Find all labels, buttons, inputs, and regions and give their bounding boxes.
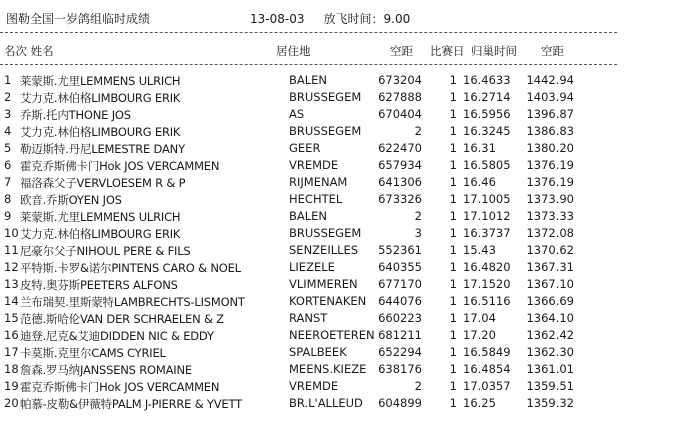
row-time: 16.4820 [463, 260, 511, 274]
row-count: 1 [449, 107, 457, 121]
row-count: 1 [449, 362, 457, 376]
row-rank: 13 [4, 277, 19, 291]
row-location: HECHTEL [289, 192, 343, 206]
row-rank: 16 [4, 328, 19, 342]
row-speed: 1370.62 [526, 243, 574, 257]
row-location: VREMDE [289, 158, 339, 172]
row-location: BR.L'ALLEUD [289, 396, 363, 410]
row-time: 15.43 [463, 243, 496, 257]
row-time: 16.4854 [463, 362, 511, 376]
row-distance: 673326 [378, 192, 422, 206]
row-name: 詹森.罗马纳JANSSENS ROMAINE [20, 363, 192, 377]
row-name: 莱蒙斯.尤里LEMMENS ULRICH [20, 74, 181, 88]
row-name: 勒迈斯特.丹尼LEMESTRE DANY [20, 142, 185, 156]
row-count: 1 [449, 328, 457, 342]
row-time: 17.1012 [463, 209, 511, 223]
row-speed: 1364.10 [526, 311, 574, 325]
row-location: BRUSSEGEM [289, 226, 362, 240]
table-row [0, 277, 700, 294]
row-rank: 7 [4, 175, 12, 189]
row-location: SPALBEEK [289, 345, 347, 359]
table-row [0, 90, 700, 107]
row-name: 迪登.尼克&艾迪DIDDEN NIC & EDDY [20, 329, 214, 343]
row-distance: 657934 [378, 158, 422, 172]
row-location: GEER [289, 141, 321, 155]
row-distance: 652294 [378, 345, 422, 359]
row-rank: 14 [4, 294, 19, 308]
row-time: 17.0357 [463, 379, 511, 393]
release-time: 放飞时间：9.00 [323, 12, 411, 26]
row-distance: 677170 [378, 277, 422, 291]
table-row [0, 209, 700, 226]
row-distance: 627888 [378, 90, 422, 104]
row-distance: 670404 [378, 107, 422, 121]
row-speed: 1442.94 [526, 73, 574, 87]
row-speed: 1359.32 [526, 396, 574, 410]
row-name: 尼豪尔父子NIHOUL PERE & FILS [20, 244, 191, 258]
row-time: 16.5805 [463, 158, 511, 172]
row-distance: 640355 [378, 260, 422, 274]
row-rank: 20 [4, 396, 19, 410]
row-speed: 1362.30 [526, 345, 574, 359]
row-rank: 17 [4, 345, 19, 359]
row-speed: 1373.33 [526, 209, 574, 223]
row-speed: 1359.51 [526, 379, 574, 393]
row-speed: 1386.83 [526, 124, 574, 138]
row-count: 1 [449, 277, 457, 291]
row-count: 1 [449, 379, 457, 393]
table-row [0, 328, 700, 345]
table-row [0, 362, 700, 379]
row-rank: 1 [4, 73, 12, 87]
row-count: 1 [449, 141, 457, 155]
row-count: 1 [449, 345, 457, 359]
row-count: 1 [449, 243, 457, 257]
row-location: BRUSSEGEM [289, 124, 362, 138]
row-time: 16.25 [463, 396, 496, 410]
header-time: 归巢时间 [471, 44, 517, 58]
row-count: 1 [449, 90, 457, 104]
row-count: 1 [449, 209, 457, 223]
row-name: 范德.斯哈伦VAN DER SCHRAELEN & Z [20, 312, 224, 326]
row-name: 艾力克.林伯格LIMBOURG ERIK [20, 125, 181, 139]
race-date: 13-08-03 [250, 12, 305, 26]
row-count: 1 [449, 175, 457, 189]
row-time: 16.5116 [463, 294, 511, 308]
row-location: VREMDE [289, 379, 339, 393]
row-distance: 673204 [378, 73, 422, 87]
table-row [0, 379, 700, 396]
row-count: 1 [449, 192, 457, 206]
divider-bottom [0, 64, 617, 65]
row-rank: 8 [4, 192, 12, 206]
row-distance: 638176 [378, 362, 422, 376]
row-name: 皮特.奥芬斯PEETERS ALFONS [20, 278, 178, 292]
row-time: 16.31 [463, 141, 496, 155]
row-count: 1 [449, 73, 457, 87]
row-speed: 1376.19 [526, 175, 574, 189]
header-ratio: 比赛日 [430, 44, 465, 58]
table-row [0, 396, 700, 413]
row-rank: 3 [4, 107, 12, 121]
row-distance: 641306 [378, 175, 422, 189]
row-distance: 604899 [378, 396, 422, 410]
row-speed: 1367.31 [526, 260, 574, 274]
row-location: BALEN [289, 209, 328, 223]
row-time: 16.5956 [463, 107, 511, 121]
header-distance: 空距 [390, 44, 413, 58]
row-distance: 552361 [378, 243, 422, 257]
header-location: 居住地 [276, 44, 311, 58]
row-speed: 1366.69 [526, 294, 574, 308]
row-distance: 681211 [378, 328, 422, 342]
row-distance: 2 [414, 209, 422, 223]
row-name: 兰布瑞契.里斯蒙特LAMBRECHTS-LISMONT [20, 295, 245, 309]
row-rank: 4 [4, 124, 12, 138]
row-time: 16.3737 [463, 226, 511, 240]
table-row [0, 260, 700, 277]
row-time: 17.1005 [463, 192, 511, 206]
row-name: 霍克乔斯佛卡门Hok JOS VERCAMMEN [20, 159, 220, 173]
row-location: SENZEILLES [289, 243, 359, 257]
row-count: 1 [449, 396, 457, 410]
row-name: 平特斯.卡罗&诺尔PINTENS CARO & NOEL [20, 261, 241, 275]
row-location: LIEZELE [289, 260, 335, 274]
table-row [0, 158, 700, 175]
row-speed: 1403.94 [526, 90, 574, 104]
page-title: 图勒全国一岁鸽组临时成绩 [6, 12, 151, 26]
table-row [0, 124, 700, 141]
row-name: 欧音.乔斯OYEN JOS [20, 193, 122, 207]
row-time: 16.46 [463, 175, 496, 189]
row-distance: 644076 [378, 294, 422, 308]
row-time: 17.04 [463, 311, 496, 325]
row-rank: 19 [4, 379, 19, 393]
row-location: AS [289, 107, 305, 121]
table-row [0, 243, 700, 260]
header-speed: 空距 [541, 44, 564, 58]
row-name: 福洛森父子VERVLOESEM R & P [20, 176, 186, 190]
table-row [0, 311, 700, 328]
row-distance: 2 [414, 379, 422, 393]
row-speed: 1361.01 [526, 362, 574, 376]
row-location: BRUSSEGEM [289, 90, 362, 104]
row-distance: 3 [414, 226, 422, 240]
row-name: 艾力克.林伯格LIMBOURG ERIK [20, 227, 181, 241]
table-row [0, 73, 700, 90]
row-location: RANST [289, 311, 328, 325]
table-row [0, 226, 700, 243]
row-time: 17.1520 [463, 277, 511, 291]
row-rank: 15 [4, 311, 19, 325]
row-rank: 6 [4, 158, 12, 172]
row-count: 1 [449, 158, 457, 172]
table-row [0, 345, 700, 362]
row-time: 16.2714 [463, 90, 511, 104]
row-name: 艾力克.林伯格LIMBOURG ERIK [20, 91, 181, 105]
divider-top [0, 32, 617, 33]
row-speed: 1380.20 [526, 141, 574, 155]
row-name: 莱蒙斯.尤里LEMMENS ULRICH [20, 210, 181, 224]
table-row [0, 294, 700, 311]
row-name: 乔斯.托内THONE JOS [20, 108, 131, 122]
row-distance: 622470 [378, 141, 422, 155]
row-speed: 1373.90 [526, 192, 574, 206]
table-row [0, 175, 700, 192]
row-speed: 1362.42 [526, 328, 574, 342]
row-location: RIJMENAM [289, 175, 348, 189]
table-row [0, 141, 700, 158]
row-speed: 1376.19 [526, 158, 574, 172]
row-location: MEENS.KIEZE [289, 362, 367, 376]
row-rank: 5 [4, 141, 12, 155]
table-row [0, 107, 700, 124]
row-rank: 12 [4, 260, 19, 274]
row-distance: 660223 [378, 311, 422, 325]
row-speed: 1396.87 [526, 107, 574, 121]
row-location: KORTENAKEN [289, 294, 367, 308]
row-time: 17.20 [463, 328, 496, 342]
row-speed: 1367.10 [526, 277, 574, 291]
row-distance: 2 [414, 124, 422, 138]
row-location: NEEROETEREN [289, 328, 375, 342]
row-count: 1 [449, 311, 457, 325]
header-rank-name: 名次 姓名 [4, 44, 54, 58]
row-time: 16.4633 [463, 73, 511, 87]
row-count: 1 [449, 124, 457, 138]
row-time: 16.5849 [463, 345, 511, 359]
row-count: 1 [449, 294, 457, 308]
row-rank: 11 [4, 243, 19, 257]
row-rank: 2 [4, 90, 12, 104]
row-time: 16.3245 [463, 124, 511, 138]
table-header [0, 43, 700, 59]
row-rank: 9 [4, 209, 12, 223]
results-table [0, 73, 700, 413]
row-name: 卡莫斯.克里尔CAMS CYRIEL [20, 346, 166, 360]
row-rank: 18 [4, 362, 19, 376]
row-location: BALEN [289, 73, 328, 87]
release-info [250, 10, 410, 27]
row-name: 霍克乔斯佛卡门Hok JOS VERCAMMEN [20, 380, 220, 394]
row-count: 1 [449, 260, 457, 274]
row-speed: 1372.08 [526, 226, 574, 240]
table-row [0, 192, 700, 209]
row-count: 1 [449, 226, 457, 240]
row-rank: 10 [4, 226, 19, 240]
row-name: 帕慕-皮勒&伊薇特PALM J-PIERRE & YVETT [20, 397, 242, 411]
row-location: VLIMMEREN [289, 277, 358, 291]
